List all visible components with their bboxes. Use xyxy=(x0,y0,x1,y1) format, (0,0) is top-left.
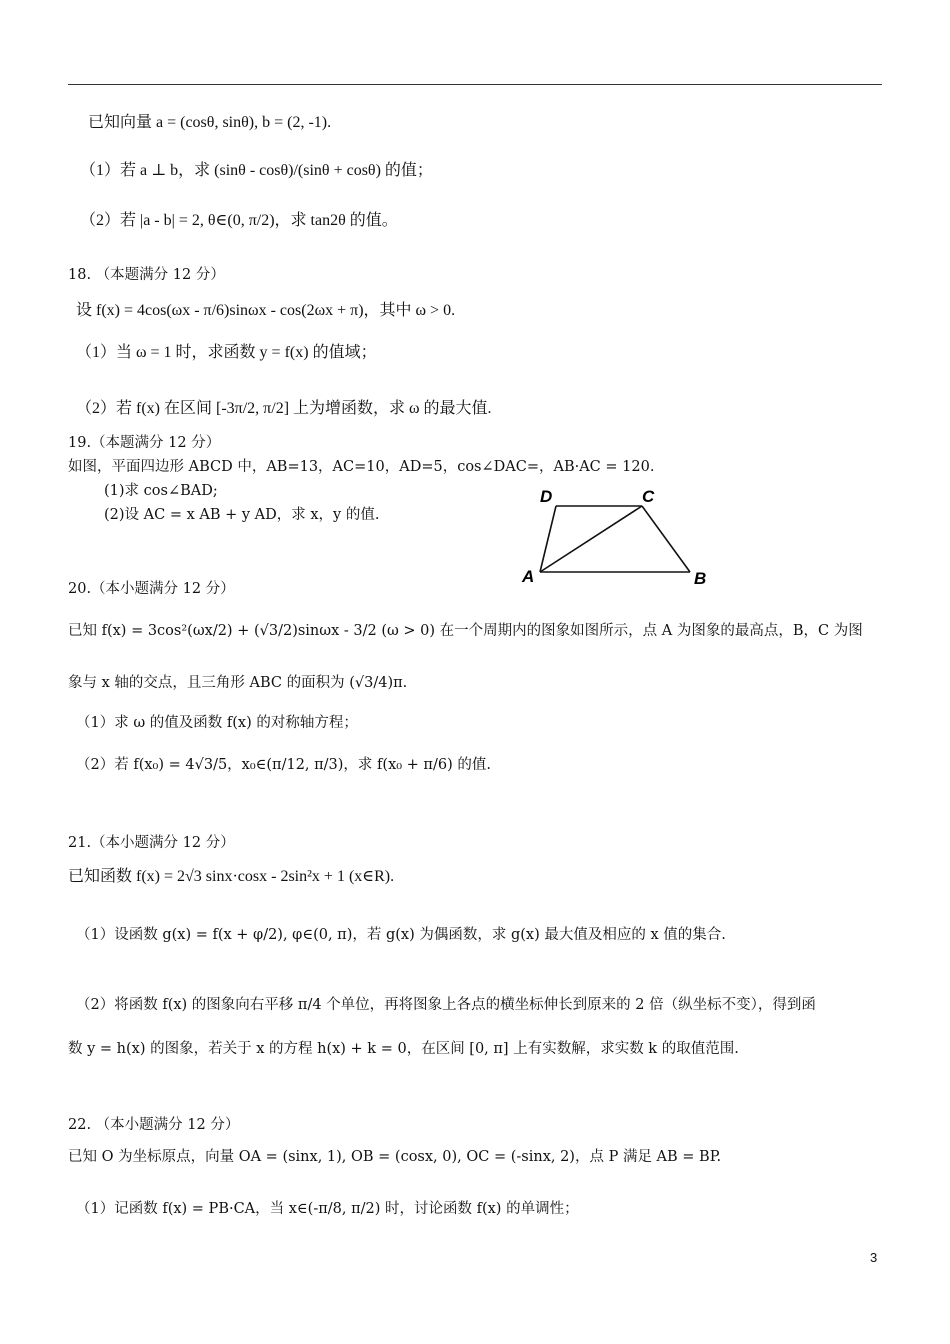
problem-21-stem: 已知函数 f(x) = 2√3 sinx·cosx - 2sin²x + 1 (x∈R). xyxy=(68,868,395,885)
problem-17-stem: 已知向量 a = (cosθ, sinθ), b = (2, -1). xyxy=(88,114,332,131)
label-d: D xyxy=(540,487,553,506)
problem-18-part1: （1）当 ω = 1 时，求函数 y = f(x) 的值域； xyxy=(76,344,377,361)
diagonal-ac xyxy=(540,506,642,572)
problem-22-part1: （1）记函数 f(x) = PB·CA，当 x∈(-π/8, π/2) 时，讨论函数 f(x) 的单调性； xyxy=(76,1201,579,1217)
problem-19-heading: 19.（本题满分 12 分） xyxy=(68,435,221,451)
problem-17-part2: （2）若 |a - b| = 2, θ∈(0, π/2)，求 tan2θ 的值。 xyxy=(80,212,398,229)
problem-18-part2: （2）若 f(x) 在区间 [-3π/2, π/2] 上为增函数，求 ω 的最大值. xyxy=(76,400,492,417)
problem-22-heading: 22. （本小题满分 12 分） xyxy=(68,1117,240,1133)
header-rule xyxy=(68,84,882,85)
problem-19-part2: (2)设 AC = x AB + y AD，求 x，y 的值. xyxy=(104,507,380,523)
problem-19-stem: 如图，平面四边形 ABCD 中，AB=13，AC=10，AD=5，cos∠DAC=，AB·AC = 120. xyxy=(68,459,655,475)
problem-21-part2-line1: （2）将函数 f(x) 的图象向右平移 π/4 个单位，再将图象上各点的横坐标伸长到原来的 2 倍（纵坐标不变），得到函 xyxy=(76,997,816,1013)
problem-21-part1: （1）设函数 g(x) = f(x + φ/2), φ∈(0, π)，若 g(x) 为偶函数，求 g(x) 最大值及相应的 x 值的集合. xyxy=(76,927,726,943)
problem-19-part1: (1)求 cos∠BAD; xyxy=(104,483,218,499)
label-a: A xyxy=(522,567,535,586)
problem-22-stem: 已知 O 为坐标原点，向量 OA = (sinx, 1), OB = (cosx, 0), OC = (-sinx, 2)，点 P 满足 AB = BP. xyxy=(68,1149,722,1165)
problem-20-stem-line1: 已知 f(x) = 3cos²(ωx/2) + (√3/2)sinωx - 3/2 (ω > 0) 在一个周期内的图象如图所示，点 A 为图象的最高点，B，C 为图 xyxy=(68,623,863,639)
problem-20-part1: （1）求 ω 的值及函数 f(x) 的对称轴方程； xyxy=(76,715,358,731)
problem-20-heading: 20.（本小题满分 12 分） xyxy=(68,581,235,597)
page-number: 3 xyxy=(870,1250,878,1265)
label-c: C xyxy=(642,487,655,506)
label-b: B xyxy=(694,569,707,586)
edge-cb xyxy=(642,506,690,572)
problem-20-part2: （2）若 f(x₀) = 4√3/5，x₀∈(π/12, π/3)，求 f(x₀ + π/6) 的值. xyxy=(76,757,491,773)
problem-18-stem: 设 f(x) = 4cos(ωx - π/6)sinωx - cos(2ωx + π)，其中 ω > 0. xyxy=(76,302,456,319)
problem-18-heading: 18. （本题满分 12 分） xyxy=(68,267,225,283)
problem-17-part1: （1）若 a ⊥ b，求 (sinθ - cosθ)/(sinθ + cosθ) 的值； xyxy=(80,162,433,179)
problem-20-stem-line2: 象与 x 轴的交点，且三角形 ABC 的面积为 (√3/4)π. xyxy=(68,675,408,691)
problem-21-part2-line2: 数 y = h(x) 的图象，若关于 x 的方程 h(x) + k = 0，在区间 [0, π] 上有实数解，求实数 k 的取值范围. xyxy=(68,1041,739,1057)
problem-21-heading: 21.（本小题满分 12 分） xyxy=(68,835,235,851)
edge-ad xyxy=(540,506,556,572)
quadrilateral-figure xyxy=(518,486,718,586)
